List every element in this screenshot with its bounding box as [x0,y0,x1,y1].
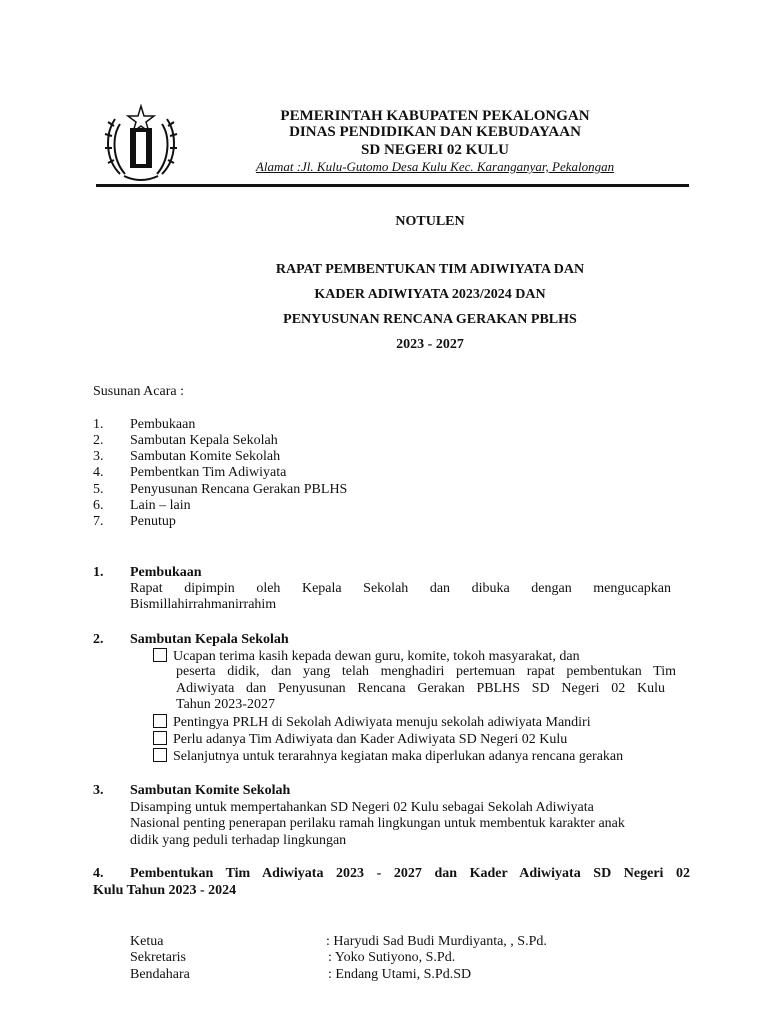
team-member: : Haryudi Sad Budi Murdiyanta, , S.Pd. [326,934,547,949]
section-title-committee-speech: Sambutan Komite Sekolah [130,783,291,798]
letterhead-address: Alamat :Jl. Kulu-Gutomo Desa Kulu Kec. Karanganyar, Pekalongan [255,159,615,174]
section-title-team-formation-cont: Kulu Tahun 2023 - 2024 [93,883,237,898]
agenda-number: 4. [93,465,104,480]
agenda-number: 6. [93,498,104,513]
bullet-text: peserta didik, dan yang telah menghadiri pertemuan rapat pembentukan Tim [176,664,676,679]
bullet-text: Tahun 2023-2027 [176,697,275,712]
letterhead-department: DINAS PENDIDIKAN DAN KEBUDAYAAN [289,124,581,140]
bullet-item [153,731,567,748]
team-role: Bendahara [130,967,190,982]
agenda-number: 5. [93,482,104,497]
document-type: NOTULEN [395,214,465,229]
section-text: Nasional penting penerapan perilaku ramah lingkungan untuk membentuk karakter anak [130,816,625,831]
document-title-line1: RAPAT PEMBENTUKAN TIM ADIWIYATA DAN [275,262,585,277]
checkbox-bullet-icon [153,648,167,662]
team-role: Sekretaris [130,950,186,965]
checkbox-bullet-icon [153,748,167,762]
checkbox-bullet-icon [153,714,167,728]
agenda-item: Pembentkan Tim Adiwiyata [130,465,287,480]
checkbox-bullet-icon [153,731,167,745]
bullet-text: Selanjutnya untuk terarahnya kegiatan maka diperlukan adanya rencana gerakan [173,749,624,764]
section-number: 1. [93,565,104,580]
team-member: : Endang Utami, S.Pd.SD [328,967,472,982]
agenda-number: 1. [93,417,104,432]
agenda-item: Sambutan Komite Sekolah [130,449,281,464]
agenda-item: Penutup [130,514,176,529]
letterhead-government: PEMERINTAH KABUPATEN PEKALONGAN [280,108,590,124]
bullet-item [153,748,623,765]
section-title-team-formation: Pembentukan Tim Adiwiyata 2023 - 2027 dan Kader Adiwiyata SD Negeri 02 [130,866,690,881]
team-member: : Yoko Sutiyono, S.Pd. [328,950,456,965]
letterhead-divider [96,184,689,187]
section-title-opening: Pembukaan [130,565,202,580]
document-title-line4: 2023 - 2027 [396,337,464,352]
regency-emblem-logo [100,104,182,184]
section-text: Disamping untuk mempertahankan SD Negeri 02 Kulu sebagai Sekolah Adiwiyata [130,800,594,815]
section-number: 3. [93,783,104,798]
bullet-text: Ucapan terima kasih kepada dewan guru, komite, tokoh masyarakat, dan [173,649,580,664]
section-number: 4. [93,866,104,881]
team-role: Ketua [130,934,164,949]
bullet-text: Adiwiyata dan Penyusunan Rencana Gerakan PBLHS SD Negeri 02 Kulu [176,681,665,696]
section-text: Bismillahirrahmanirrahim [130,597,277,612]
section-text: Rapat dipimpin oleh Kepala Sekolah dan dibuka dengan mengucapkan [130,581,671,596]
agenda-number: 7. [93,514,104,529]
agenda-item: Penyusunan Rencana Gerakan PBLHS [130,482,348,497]
agenda-number: 2. [93,433,104,448]
agenda-number: 3. [93,449,104,464]
bullet-text: Pentingya PRLH di Sekolah Adiwiyata menuju sekolah adiwiyata Mandiri [173,715,591,730]
section-number: 2. [93,632,104,647]
bullet-item [153,648,580,665]
section-text: didik yang peduli terhadap lingkungan [130,833,347,848]
agenda-item: Pembukaan [130,417,196,432]
section-title-principal-speech: Sambutan Kepala Sekolah [130,632,289,647]
bullet-text: Perlu adanya Tim Adiwiyata dan Kader Adiwiyata SD Negeri 02 Kulu [173,732,568,747]
agenda-item: Sambutan Kepala Sekolah [130,433,278,448]
agenda-label: Susunan Acara : [93,384,184,399]
bullet-item [153,714,591,731]
agenda-item: Lain – lain [130,498,191,513]
document-title-line3: PENYUSUNAN RENCANA GERAKAN PBLHS [283,312,577,327]
letterhead-school: SD NEGERI 02 KULU [361,142,509,158]
document-title-line2: KADER ADIWIYATA 2023/2024 DAN [314,287,546,302]
